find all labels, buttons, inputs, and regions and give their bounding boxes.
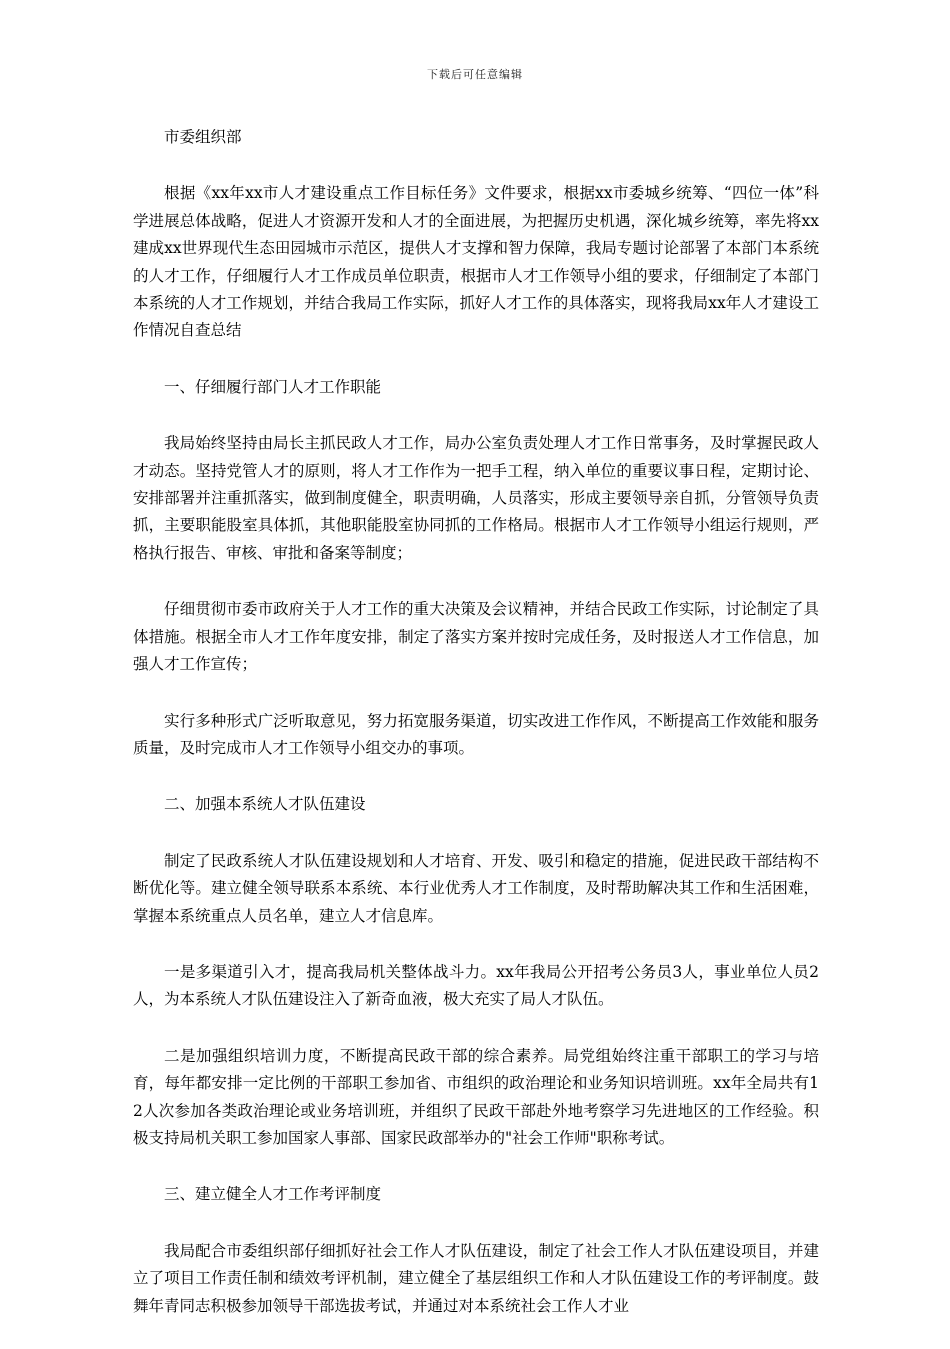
intro-paragraph: 根据《xx年xx市人才建设重点工作目标任务》文件要求，根据xx市委城乡统筹、“四位一体”科学进展总体战略，促进人才资源开发和人才的全面进展，为把握历史机遇，深化城乡统筹，率先将xx建成xx世界现代生态田园城市示范区，提供人才支撑和智力保障，我局专题讨论部署了本部门本系统的人才工作，仔细履行人才工作成员单位职责，根据市人才工作领导小组的要求，仔细制定了本部门本系统的人才工作规划，并结合我局工作实际，抓好人才工作的具体落实，现将我局xx年人才建设工作情况自查总结 (133, 184, 819, 340)
page-header-note: 下载后可任意编辑 (427, 68, 523, 81)
section-2-paragraph-1: 制定了民政系统人才队伍建设规划和人才培育、开发、吸引和稳定的措施，促进民政干部结构不断优化等。建立健全领导联系本系统、本行业优秀人才工作制度，及时帮助解决其工作和生活困难，掌握本系统重点人员名单，建立人才信息库。 (133, 851, 819, 925)
section-1-paragraph-3: 实行多种形式广泛听取意见，努力拓宽服务渠道，切实改进工作作风，不断提高工作效能和服务质量，及时完成市人才工作领导小组交办的事项。 (133, 711, 819, 757)
section-3-title: 三、建立健全人才工作考评制度 (164, 1185, 382, 1204)
section-2-title: 二、加强本系统人才队伍建设 (164, 795, 366, 814)
section-2-paragraph-2: 一是多渠道引入才，提高我局机关整体战斗力。xx年我局公开招考公务员3人，事业单位人员2人，为本系统人才队伍建设注入了新奇血液，极大充实了局人才队伍。 (133, 962, 819, 1009)
addressee: 市委组织部 (164, 128, 242, 146)
section-1-title: 一、仔细履行部门人才工作职能 (164, 377, 382, 396)
section-3-paragraph-1: 我局配合市委组织部仔细抓好社会工作人才队伍建设，制定了社会工作人才队伍建设项目，并建立了项目工作责任制和绩效考评机制，建立健全了基层组织工作和人才队伍建设工作的考评制度。鼓舞年青同志积极参加领导干部选拔考试，并通过对本系统社会工作人才业 (133, 1241, 819, 1315)
section-2-paragraph-3: 二是加强组织培训力度，不断提高民政干部的综合素养。局党组始终注重干部职工的学习与培育，每年都安排一定比例的干部职工参加省、市组织的政治理论和业务知识培训班。xx年全局共有12人次参加各类政治理论或业务培训班，并组织了民政干部赴外地考察学习先进地区的工作经验。积极支持局机关职工参加国家人事部、国家民政部举办的"社会工作师"职称考试。 (133, 1046, 819, 1147)
section-1-paragraph-2: 仔细贯彻市委市政府关于人才工作的重大决策及会议精神，并结合民政工作实际，讨论制定了具体措施。根据全市人才工作年度安排，制定了落实方案并按时完成任务，及时报送人才工作信息，加强人才工作宣传； (133, 600, 819, 674)
document-body (133, 124, 819, 1349)
section-1-paragraph-1: 我局始终坚持由局长主抓民政人才工作，局办公室负责处理人才工作日常事务，及时掌握民政人才动态。坚持党管人才的原则，将人才工作作为一把手工程，纳入单位的重要议事日程，定期讨论、安排部署并注重抓落实，做到制度健全，职责明确，人员落实，形成主要领导亲自抓，分管领导负责抓，主要职能股室具体抓，其他职能股室协同抓的工作格局。根据市人才工作领导小组运行规则，严格执行报告、审核、审批和备案等制度； (133, 434, 819, 562)
